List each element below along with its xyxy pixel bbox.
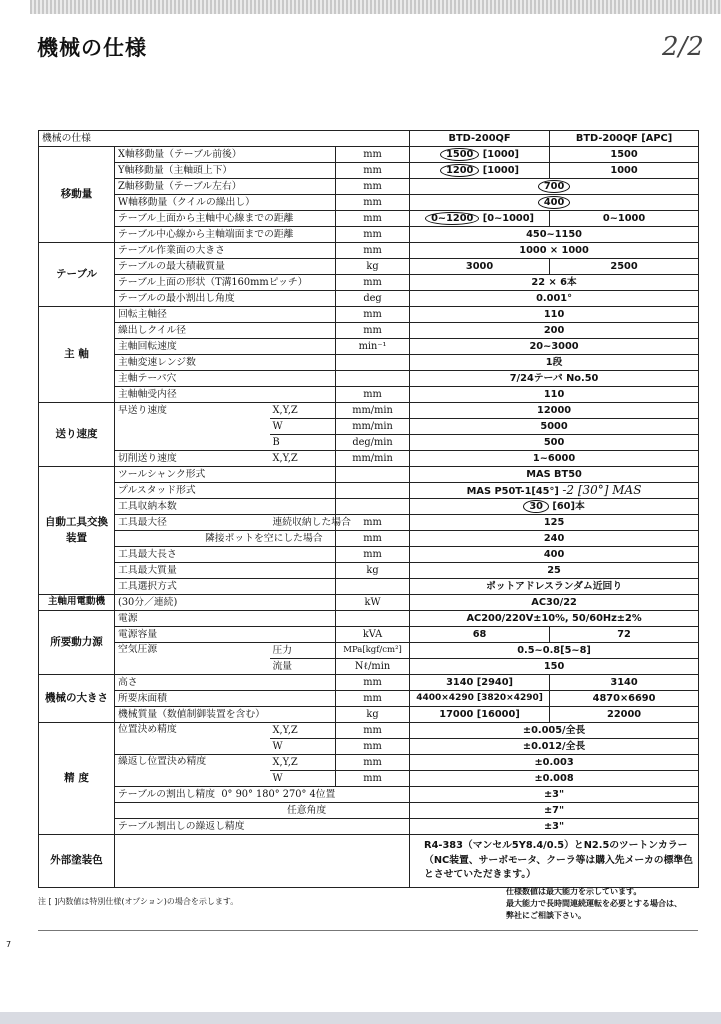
note-options: 注 [ ]内数値は特別仕様(オプション)の場合を示します。 <box>38 897 239 906</box>
row-item: テーブル中心線から主軸端面までの距離 <box>115 227 336 243</box>
row-item: テーブルの最大積載質量 <box>115 259 336 275</box>
row-value: 200 <box>410 323 699 339</box>
row-unit: mm <box>336 515 410 531</box>
table-row <box>39 403 699 419</box>
row-unit: mm <box>336 195 410 211</box>
index-item-sub: 0° 90° 180° 270° 4位置 <box>221 788 336 800</box>
row-item: Z軸移動量（テーブル左右） <box>115 179 336 195</box>
row-item: X軸移動量（テーブル前後） <box>115 147 336 163</box>
row-unit: mm <box>336 771 410 787</box>
row-value: AC30/22 <box>410 595 699 611</box>
table-row <box>39 355 699 371</box>
table-row <box>39 179 699 195</box>
row-value: ±3" <box>410 819 699 835</box>
row-unit: mm <box>336 163 410 179</box>
row-value-a: 68 <box>410 627 550 643</box>
row-unit <box>336 483 410 499</box>
row-unit: mm/min <box>336 403 410 419</box>
option-value: [0~1000] <box>482 212 535 224</box>
note-line: 弊社にご相談下さい。 <box>506 911 586 920</box>
row-unit: mm <box>336 275 410 291</box>
row-item: テーブル割出しの繰返し精度 <box>115 819 410 835</box>
table-row <box>39 147 699 163</box>
row-value <box>410 483 699 499</box>
option-value: [1000] <box>482 148 520 160</box>
row-value-a: 3000 <box>410 259 550 275</box>
table-row <box>39 467 699 483</box>
row-axis: B <box>270 435 336 451</box>
row-value: 400 <box>410 547 699 563</box>
handwritten-page-number: 2/2 <box>662 32 704 62</box>
table-row <box>39 579 699 595</box>
group-table: テーブル <box>39 243 115 307</box>
row-item: 主軸テーパ穴 <box>115 371 336 387</box>
row-value: 110 <box>410 387 699 403</box>
row-value-a: 3140 [2940] <box>410 675 550 691</box>
row-value: 1000 × 1000 <box>410 243 699 259</box>
finish-blank <box>115 835 410 888</box>
row-sub: 連続収納した場合 <box>270 515 336 531</box>
group-motor: 主軸用電動機 <box>39 595 115 611</box>
circled-value: 700 <box>538 180 570 193</box>
table-row <box>39 499 699 515</box>
row-item: 空気圧源 <box>115 643 270 675</box>
row-value: ±3" <box>410 787 699 803</box>
viewer-bottom-bar <box>0 1012 721 1024</box>
row-value-b: 72 <box>550 627 699 643</box>
row-sub: 圧力 <box>270 643 336 659</box>
row-value-b: 0~1000 <box>550 211 699 227</box>
row-unit: kVA <box>336 627 410 643</box>
row-value: 20~3000 <box>410 339 699 355</box>
row-item: 主軸軸受内径 <box>115 387 336 403</box>
row-item: 所要床面積 <box>115 691 336 707</box>
table-row <box>39 627 699 643</box>
group-spindle: 主 軸 <box>39 307 115 403</box>
circled-value: 1200 <box>440 164 479 177</box>
row-value-b: 3140 <box>550 675 699 691</box>
row-value-a: 4400×4290 [3820×4290] <box>410 691 550 707</box>
page-heading: 機械の仕様 <box>37 36 147 60</box>
table-row <box>39 643 699 659</box>
group-accuracy: 精 度 <box>39 723 115 835</box>
table-row <box>39 819 699 835</box>
group-finish: 外部塗装色 <box>39 835 115 888</box>
row-value-b: 2500 <box>550 259 699 275</box>
table-row <box>39 291 699 307</box>
row-unit: mm <box>336 387 410 403</box>
row-item <box>115 787 410 803</box>
row-value: 22 × 6本 <box>410 275 699 291</box>
row-value <box>410 195 699 211</box>
row-value-a <box>410 147 550 163</box>
row-unit <box>336 355 410 371</box>
row-value <box>410 499 699 515</box>
handwritten-annotation: -2 [30°] MAS <box>562 483 642 498</box>
group-size: 機械の大きさ <box>39 675 115 723</box>
row-unit: min⁻¹ <box>336 339 410 355</box>
row-value: ±0.012/全長 <box>410 739 699 755</box>
row-unit: mm <box>336 147 410 163</box>
row-value-b: 22000 <box>550 707 699 723</box>
row-unit: mm <box>336 723 410 739</box>
table-row <box>39 723 699 739</box>
table-row <box>39 515 699 531</box>
row-item: 電源容量 <box>115 627 336 643</box>
row-value: 1段 <box>410 355 699 371</box>
row-axis: W <box>270 739 336 755</box>
group-feed: 送り速度 <box>39 403 115 467</box>
row-value <box>410 179 699 195</box>
header-col-a: BTD-200QF <box>410 131 550 147</box>
row-value: 110 <box>410 307 699 323</box>
row-item: 繰返し位置決め精度 <box>115 755 270 787</box>
table-row <box>39 259 699 275</box>
row-value: 1~6000 <box>410 451 699 467</box>
row-value: AC200/220V±10%, 50/60Hz±2% <box>410 611 699 627</box>
row-unit: mm <box>336 227 410 243</box>
row-axis: W <box>270 771 336 787</box>
row-item: 機械質量（数値制御装置を含む） <box>115 707 336 723</box>
row-item: 主軸変速レンジ数 <box>115 355 336 371</box>
table-row <box>39 611 699 627</box>
table-row <box>39 531 699 547</box>
row-item: テーブル上面から主軸中心線までの距離 <box>115 211 336 227</box>
row-value: 500 <box>410 435 699 451</box>
row-item: ツールシャンク形式 <box>115 467 336 483</box>
row-item: 早送り速度 <box>115 403 270 451</box>
row-value: 240 <box>410 531 699 547</box>
side-number: 7 <box>6 940 12 949</box>
row-unit: mm <box>336 691 410 707</box>
row-unit: mm <box>336 739 410 755</box>
row-value-a <box>410 211 550 227</box>
row-value: ポットアドレスランダム近回り <box>410 579 699 595</box>
row-item: 主軸回転速度 <box>115 339 336 355</box>
table-row <box>39 563 699 579</box>
table-row <box>39 387 699 403</box>
note-capacity <box>506 886 682 922</box>
table-row <box>39 243 699 259</box>
table-row <box>39 675 699 691</box>
group-atc: 自動工具交換装置 <box>39 467 115 595</box>
row-item: 位置決め精度 <box>115 723 270 755</box>
table-row <box>39 755 699 771</box>
row-item: テーブルの最小割出し角度 <box>115 291 336 307</box>
row-item: 高さ <box>115 675 336 691</box>
row-value-b: 1000 <box>550 163 699 179</box>
row-item: 切削送り速度 <box>115 451 270 467</box>
row-axis: X,Y,Z <box>270 403 336 419</box>
row-item: テーブル作業面の大きさ <box>115 243 336 259</box>
row-item: (30分／連続) <box>115 595 336 611</box>
option-value: [60]本 <box>552 500 585 512</box>
row-item: テーブル上面の形状（T溝160mmピッチ） <box>115 275 336 291</box>
row-value: ±0.003 <box>410 755 699 771</box>
table-row <box>39 803 699 819</box>
row-item: W軸移動量（クイルの繰出し） <box>115 195 336 211</box>
row-value: MAS BT50 <box>410 467 699 483</box>
row-value: 7/24テーパ No.50 <box>410 371 699 387</box>
row-unit: mm/min <box>336 451 410 467</box>
circled-value: 1500 <box>440 148 479 161</box>
table-row <box>39 371 699 387</box>
note-line: 仕様数値は最大能力を示しています。 <box>506 887 642 896</box>
table-row <box>39 339 699 355</box>
circled-value: 0~1200 <box>425 212 479 225</box>
row-unit <box>336 611 410 627</box>
table-row <box>39 707 699 723</box>
header-label: 機械の仕様 <box>39 131 410 147</box>
row-value: 0.5~0.8[5~8] <box>410 643 699 659</box>
table-row <box>39 211 699 227</box>
row-value: ±0.005/全長 <box>410 723 699 739</box>
circled-value: 30 <box>523 500 549 513</box>
row-value: 25 <box>410 563 699 579</box>
row-unit: kg <box>336 563 410 579</box>
row-value: 5000 <box>410 419 699 435</box>
row-unit <box>336 579 410 595</box>
row-value-a: 17000 [16000] <box>410 707 550 723</box>
row-value: ±7" <box>410 803 699 819</box>
table-row <box>39 595 699 611</box>
table-row <box>39 483 699 499</box>
note-line: 最大能力で長時間連続運転を必要とする場合は、 <box>506 899 682 908</box>
row-unit: mm <box>336 243 410 259</box>
table-row <box>39 227 699 243</box>
spec-table <box>38 130 699 888</box>
scan-top-edge <box>30 0 721 14</box>
row-item: 繰出しクイル径 <box>115 323 336 339</box>
row-unit: Nℓ/min <box>336 659 410 675</box>
option-value: [1000] <box>482 164 520 176</box>
row-unit <box>336 467 410 483</box>
row-unit <box>336 499 410 515</box>
table-header-row <box>39 131 699 147</box>
row-unit: mm <box>336 531 410 547</box>
table-row <box>39 163 699 179</box>
row-axis: X,Y,Z <box>270 755 336 771</box>
row-unit: kg <box>336 707 410 723</box>
row-sub: 流量 <box>270 659 336 675</box>
row-item: Y軸移動量（主軸頭上下） <box>115 163 336 179</box>
row-unit: mm <box>336 675 410 691</box>
row-value: 150 <box>410 659 699 675</box>
table-row <box>39 547 699 563</box>
row-item: 工具最大長さ <box>115 547 336 563</box>
row-unit <box>336 371 410 387</box>
row-unit: mm <box>336 547 410 563</box>
row-axis: X,Y,Z <box>270 723 336 739</box>
finish-value: R4-383（マンセル5Y8.4/0.5）とN2.5のツートンカラー（NC装置、サーボモータ、クーラ等は購入先メーカの標準色とさせていただきます。） <box>410 835 699 888</box>
row-unit: deg <box>336 291 410 307</box>
row-value-b: 4870×6690 <box>550 691 699 707</box>
table-row <box>39 323 699 339</box>
row-item: 工具最大質量 <box>115 563 336 579</box>
row-item: 電源 <box>115 611 336 627</box>
table-row <box>39 307 699 323</box>
row-sub: 隣接ポットを空にした場合 <box>115 531 336 547</box>
row-value: 12000 <box>410 403 699 419</box>
table-row <box>39 451 699 467</box>
row-unit: mm <box>336 179 410 195</box>
group-power: 所要動力源 <box>39 611 115 675</box>
row-item: 工具収納本数 <box>115 499 336 515</box>
row-value-a <box>410 163 550 179</box>
row-unit: MPa[kgf/cm²] <box>336 643 410 659</box>
row-unit: mm/min <box>336 419 410 435</box>
row-unit: mm <box>336 755 410 771</box>
table-row <box>39 691 699 707</box>
index-item-label: テーブルの割出し精度 <box>118 788 216 800</box>
row-item: 工具選択方式 <box>115 579 336 595</box>
divider <box>38 930 698 931</box>
row-axis: X,Y,Z <box>270 451 336 467</box>
row-value: 0.001° <box>410 291 699 307</box>
row-unit: mm <box>336 211 410 227</box>
pull-stud-value: MAS P50T-1[45°] <box>466 486 559 498</box>
circled-value: 400 <box>538 196 570 209</box>
row-axis: W <box>270 419 336 435</box>
table-row <box>39 195 699 211</box>
row-value-b: 1500 <box>550 147 699 163</box>
row-unit: kg <box>336 259 410 275</box>
group-travel: 移動量 <box>39 147 115 243</box>
row-value: ±0.008 <box>410 771 699 787</box>
row-value: 450~1150 <box>410 227 699 243</box>
table-row <box>39 275 699 291</box>
row-unit: kW <box>336 595 410 611</box>
row-unit: deg/min <box>336 435 410 451</box>
table-row <box>39 787 699 803</box>
row-item: 工具最大径 <box>115 515 270 531</box>
row-unit: mm <box>336 307 410 323</box>
header-col-b: BTD-200QF [APC] <box>550 131 699 147</box>
row-sub: 任意角度 <box>115 803 410 819</box>
table-row <box>39 835 699 888</box>
row-item: プルスタッド形式 <box>115 483 336 499</box>
row-unit: mm <box>336 323 410 339</box>
row-value: 125 <box>410 515 699 531</box>
row-item: 回転主軸径 <box>115 307 336 323</box>
